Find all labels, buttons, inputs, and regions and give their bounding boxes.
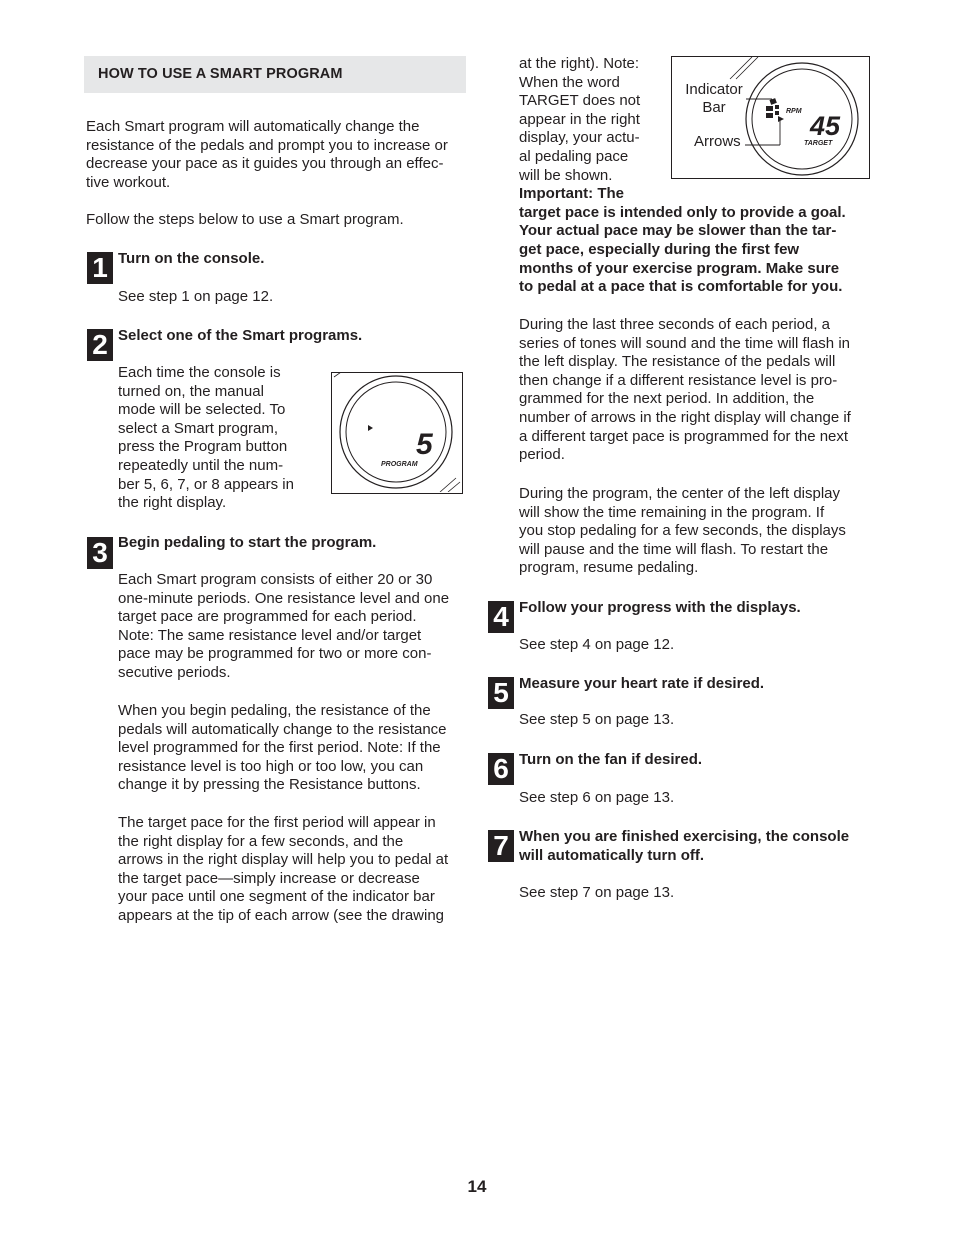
step-3-line: at the right). Note:	[519, 55, 640, 72]
step-3-line: your pace until one segment of the indicator bar	[118, 888, 435, 906]
step-5-body: See step 5 on page 13.	[519, 711, 675, 728]
step-2-line: repeatedly until the num-	[118, 456, 284, 474]
step-2-line: press the Program button	[118, 438, 288, 456]
intro-line: decrease your pace as it guides you through an effec-	[86, 155, 444, 173]
step-2-line: the right display.	[118, 494, 227, 512]
page-number: 14	[467, 1177, 487, 1196]
step-3-line: When the word	[519, 73, 620, 91]
target-display-illustration	[672, 57, 868, 177]
step-3-line: Each Smart program consists of either 20 or 30	[118, 571, 433, 588]
step-3-line: will show the time remaining in the program. If	[519, 503, 825, 521]
important-lead: Important: The	[519, 185, 624, 203]
step-7-title	[519, 828, 849, 865]
target-label: TARGET	[804, 140, 833, 147]
important-line: months of your exercise program. Make sure	[519, 259, 840, 277]
section-header	[84, 56, 466, 93]
intro-paragraph	[86, 118, 448, 192]
step-1-number: 1	[87, 252, 113, 284]
step-3-line: arrows in the right display will help you to pedal at	[118, 851, 449, 869]
step-2-line: turned on, the manual	[118, 382, 264, 400]
indicator-bar-label	[683, 81, 745, 117]
step-3-line: program, resume pedaling.	[519, 559, 699, 577]
step-3-line: will be shown.	[519, 166, 613, 184]
step-6-number: 6	[488, 753, 514, 785]
step-6-body: See step 6 on page 13.	[519, 789, 675, 806]
step-3-line: TARGET does not	[519, 92, 641, 110]
step-2-line: Each time the console is	[118, 364, 281, 381]
step-3-line: al pedaling pace	[519, 147, 629, 165]
arrow-icon	[368, 425, 373, 431]
step-3-line: appear in the right	[519, 110, 640, 128]
important-line: Your actual pace may be slower than the tar-	[519, 222, 837, 240]
important-line: target pace is intended only to provide a goal.	[519, 203, 846, 221]
step-7-number: 7	[488, 830, 514, 862]
important-line: to pedal at a pace that is comfortable for you.	[519, 278, 843, 296]
program-display-figure	[331, 372, 463, 494]
intro-steps-line: Follow the steps below to use a Smart program.	[86, 211, 404, 228]
arrow-icon	[778, 116, 784, 122]
step-3-line: pedals will automatically change to the resistance	[118, 720, 447, 738]
step-3-line: series of tones will sound and the time will flash in	[519, 334, 850, 352]
indicator-label-line: Indicator	[685, 81, 743, 98]
intro-line: resistance of the pedals and prompt you to increase or	[86, 136, 448, 154]
program-digit: 5	[416, 428, 433, 461]
step-3-line: target pace are programmed for each period.	[118, 608, 417, 626]
step-3-number: 3	[87, 537, 113, 569]
indicator-bar-icon	[766, 98, 779, 118]
step-3-line: one-minute periods. One resistance level and one	[118, 589, 450, 607]
step-3-line: resistance level is too high or too low, you can	[118, 757, 424, 775]
step-3-line: grammed for the next period. In addition, the	[519, 390, 815, 408]
step-4-title: Follow your progress with the displays.	[519, 599, 801, 616]
step-3-line: the left display. The resistance of the pedals will	[519, 353, 836, 371]
step-3-paragraph-1	[118, 571, 449, 683]
step-2-body	[118, 364, 294, 513]
step-7-title-line: When you are finished exercising, the console	[519, 828, 850, 845]
step-3-line: During the last three seconds of each period, a	[519, 316, 831, 333]
step-2-title: Select one of the Smart programs.	[118, 327, 363, 344]
step-3-line: pace may be programmed for two or more con-	[118, 645, 432, 663]
step-3-paragraph-5	[519, 485, 846, 578]
step-2-number: 2	[87, 329, 113, 361]
target-display-figure	[671, 56, 870, 179]
step-1-body: See step 1 on page 12.	[118, 288, 274, 305]
step-3-line: secutive periods.	[118, 663, 231, 681]
intro-line: tive workout.	[86, 173, 171, 191]
step-3-line: Note: The same resistance level and/or target	[118, 626, 422, 644]
target-digits: 45	[810, 111, 841, 141]
step-3-line: number of arrows in the right display will change if	[519, 408, 851, 426]
step-3-paragraph-3	[118, 814, 448, 926]
step-3-paragraph-2	[118, 702, 447, 795]
step-3-line: a different target pace is programmed for the next	[519, 427, 849, 445]
step-3-line: change it by pressing the Resistance buttons.	[118, 776, 421, 794]
step-3-paragraph-4	[519, 316, 851, 465]
step-7-body: See step 7 on page 13.	[519, 884, 675, 901]
step-3-line: During the program, the center of the left display	[519, 485, 841, 502]
step-3-line: then change if a different resistance level is pro-	[519, 371, 838, 389]
step-2-line: mode will be selected. To	[118, 401, 286, 419]
step-4-number: 4	[488, 601, 514, 633]
step-3-title: Begin pedaling to start the program.	[118, 534, 377, 551]
step-3-line: display, your actu-	[519, 129, 640, 147]
step-5-title: Measure your heart rate if desired.	[519, 675, 765, 692]
step-2-line: select a Smart program,	[118, 419, 279, 437]
step-4-body: See step 4 on page 12.	[519, 636, 675, 653]
rpm-label: RPM	[786, 108, 802, 115]
indicator-label-line: Bar	[702, 99, 726, 116]
arrows-label: Arrows	[694, 133, 741, 150]
step-3-line: period.	[519, 446, 565, 464]
program-display-illustration	[332, 373, 461, 492]
section-title: HOW TO USE A SMART PROGRAM	[98, 66, 343, 82]
step-7-title-line: will automatically turn off.	[519, 846, 705, 864]
step-3-line: When you begin pedaling, the resistance of the	[118, 702, 431, 719]
important-line: get pace, especially during the first few	[519, 240, 800, 258]
step-3-line: appears at the tip of each arrow (see the drawing	[118, 906, 445, 924]
step-3-line: The target pace for the first period will appear in	[118, 814, 436, 831]
step-3-line: will pause and the time will flash. To restart the	[519, 540, 829, 558]
step-3-line: level programmed for the first period. Note: If the	[118, 739, 441, 757]
intro-line: Each Smart program will automatically change the	[86, 118, 420, 135]
step-3-line: the right display for a few seconds, and the	[118, 832, 404, 850]
step-2-line: ber 5, 6, 7, or 8 appears in	[118, 475, 294, 493]
step-1-title: Turn on the console.	[118, 250, 265, 267]
step-3-line: the target pace—simply increase or decrease	[118, 869, 420, 887]
step-5-number: 5	[488, 677, 514, 709]
program-label: PROGRAM	[381, 461, 418, 468]
step-6-title: Turn on the fan if desired.	[519, 751, 703, 768]
step-3-line: you stop pedaling for a few seconds, the displays	[519, 522, 846, 540]
